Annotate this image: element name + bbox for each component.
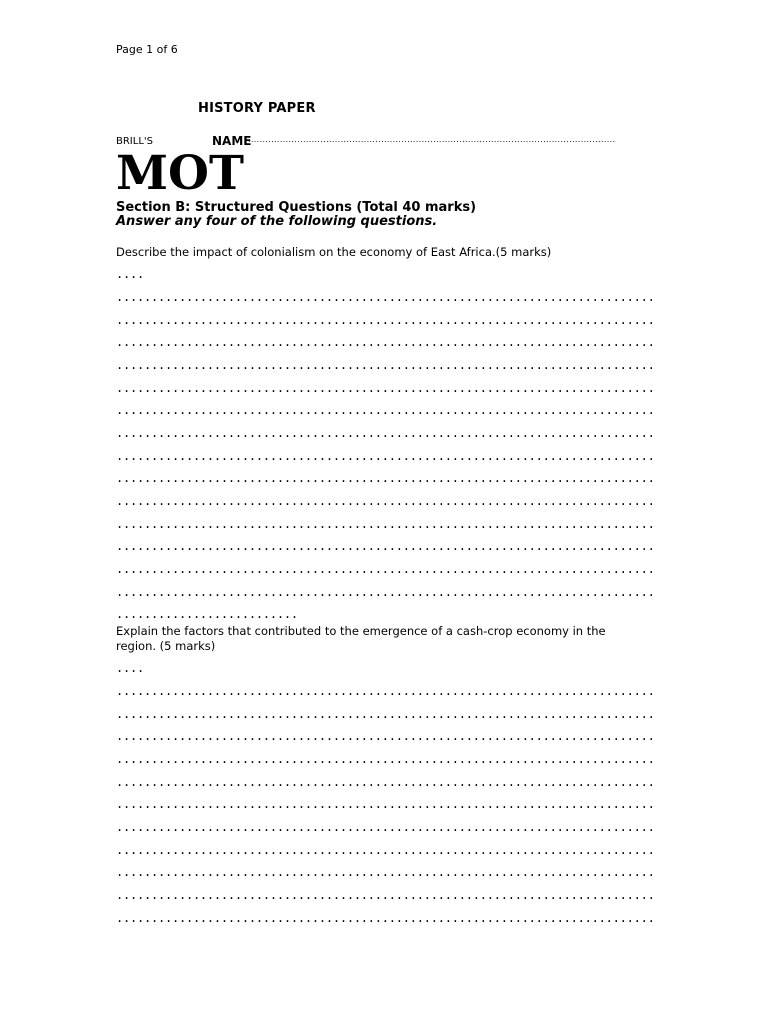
logo-text: MOT bbox=[116, 146, 244, 201]
answer-line: ............................................................................. bbox=[116, 449, 655, 463]
answer-line: ............................................................................. bbox=[116, 752, 655, 766]
name-field-dots: ............................................................................................................................... bbox=[248, 135, 616, 144]
answer-line: ............................................................................. bbox=[116, 888, 655, 902]
answer-lead-dots: .... bbox=[116, 661, 144, 675]
question-2-text: Explain the factors that contributed to the emergence of a cash-crop economy in the region. (5 marks) bbox=[116, 624, 606, 653]
question-1-text: Describe the impact of colonialism on the economy of East Africa.(5 marks) bbox=[116, 245, 552, 259]
answer-line: ............................................................................. bbox=[116, 684, 655, 698]
answer-line: ............................................................................. bbox=[116, 843, 655, 857]
answer-line: ............................................................................. bbox=[116, 911, 655, 925]
answer-line: ............................................................................. bbox=[116, 426, 655, 440]
answer-line: ............................................................................. bbox=[116, 494, 655, 508]
name-label: NAME bbox=[212, 134, 252, 148]
answer-line: ............................................................................. bbox=[116, 313, 655, 327]
answer-line: ............................................................................. bbox=[116, 517, 655, 531]
answer-tail-dots: .......................... bbox=[116, 607, 298, 621]
answer-line: ............................................................................. bbox=[116, 729, 655, 743]
answer-line: ............................................................................. bbox=[116, 585, 655, 599]
section-instruction: Answer any four of the following questions. bbox=[116, 214, 438, 229]
answer-line: ............................................................................. bbox=[116, 775, 655, 789]
answer-line: ............................................................................. bbox=[116, 290, 655, 304]
answer-line: ............................................................................. bbox=[116, 797, 655, 811]
answer-line: ............................................................................. bbox=[116, 562, 655, 576]
answer-line: ............................................................................. bbox=[116, 335, 655, 349]
answer-lead-dots: .... bbox=[116, 267, 144, 281]
answer-line: ............................................................................. bbox=[116, 865, 655, 879]
answer-line: ............................................................................. bbox=[116, 358, 655, 372]
answer-line: ............................................................................. bbox=[116, 707, 655, 721]
paper-title: HISTORY PAPER bbox=[198, 101, 316, 116]
answer-line: ............................................................................. bbox=[116, 471, 655, 485]
answer-line: ............................................................................. bbox=[116, 381, 655, 395]
school-label: BRILL'S bbox=[116, 136, 153, 147]
page-number: Page 1 of 6 bbox=[116, 43, 178, 56]
answer-line: ............................................................................. bbox=[116, 539, 655, 553]
section-heading: Section B: Structured Questions (Total 40 marks) bbox=[116, 200, 477, 215]
answer-line: ............................................................................. bbox=[116, 403, 655, 417]
answer-line: ............................................................................. bbox=[116, 820, 655, 834]
